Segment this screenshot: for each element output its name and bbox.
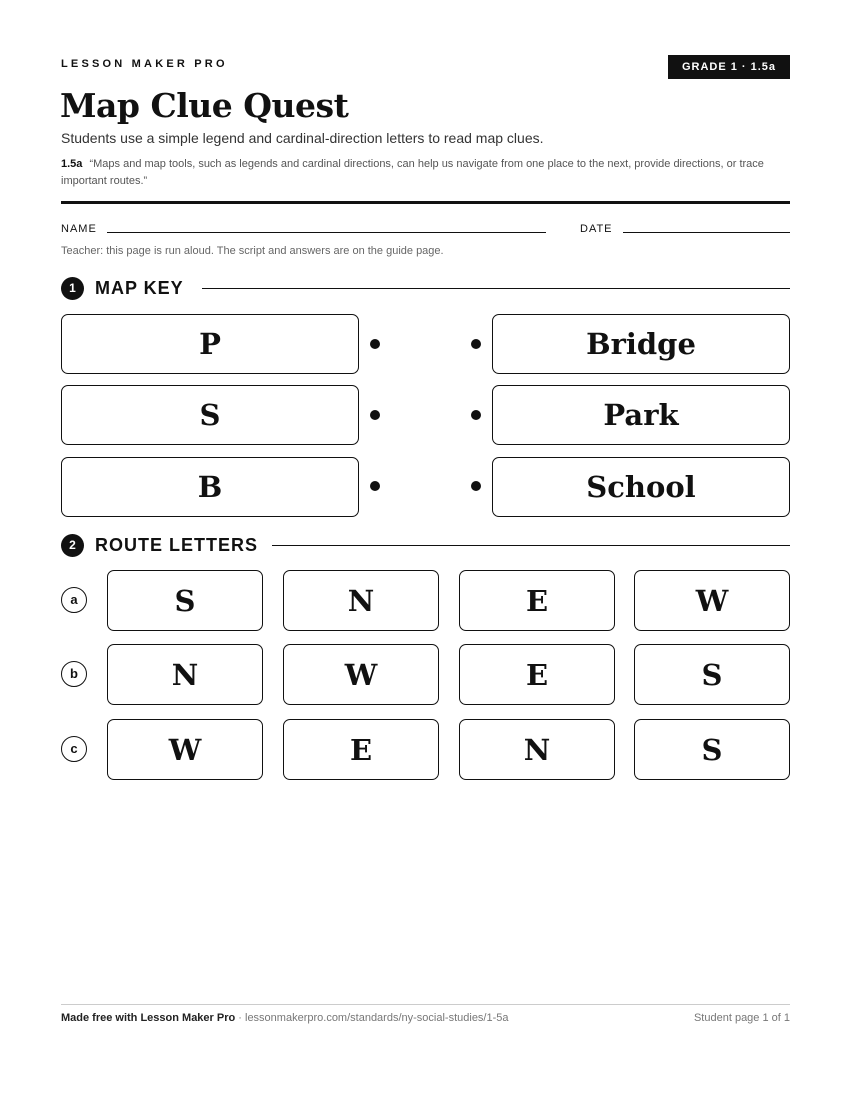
route-letter-card: N (107, 644, 263, 705)
page-subtitle: Students use a simple legend and cardinal-direction letters to read map clues. (61, 130, 544, 146)
section-title: MAP KEY (95, 278, 184, 298)
key-place-card: Bridge (492, 314, 790, 374)
page-title: Map Clue Quest (60, 86, 349, 125)
match-dot[interactable] (471, 339, 481, 349)
grade-badge: GRADE 1 · 1.5a (668, 55, 790, 79)
date-label: DATE (580, 223, 613, 235)
route-letter-card: E (459, 644, 615, 705)
route-letter-card: S (107, 570, 263, 631)
key-place-card: Park (492, 385, 790, 445)
footer-made-with: Made free with Lesson Maker Pro (61, 1012, 236, 1024)
section-title: ROUTE LETTERS (95, 535, 259, 555)
section-rule (272, 545, 790, 546)
name-label: NAME (61, 223, 97, 235)
section-number-badge: 2 (61, 534, 84, 557)
route-letter-card: E (283, 719, 439, 780)
key-symbol-card: P (61, 314, 359, 374)
brand-label: LESSON MAKER PRO (61, 58, 228, 70)
route-letter-card: W (107, 719, 263, 780)
date-line[interactable] (623, 232, 790, 233)
route-letter-card: W (283, 644, 439, 705)
header-divider (61, 201, 790, 204)
key-symbol-card: B (61, 457, 359, 517)
footer-url[interactable]: lessonmakerpro.com/standards/ny-social-studies/1-5a (245, 1012, 509, 1024)
match-dot[interactable] (471, 410, 481, 420)
footer-separator: · (235, 1012, 245, 1024)
key-place-card: School (492, 457, 790, 517)
match-dot[interactable] (370, 339, 380, 349)
match-dot[interactable] (370, 481, 380, 491)
section-number-badge: 1 (61, 277, 84, 300)
section-map-key-header (61, 277, 790, 301)
footer-page-number: Student page 1 of 1 (693, 1012, 790, 1024)
route-letter-card: N (459, 719, 615, 780)
footer-divider (61, 1004, 790, 1005)
route-letter-card: E (459, 570, 615, 631)
standard-statement (61, 156, 793, 190)
key-symbol-card: S (61, 385, 359, 445)
teacher-note: Teacher: this page is run aloud. The script and answers are on the guide page. (61, 245, 444, 257)
section-route-letters-header (61, 534, 790, 558)
standard-code: 1.5a (61, 158, 83, 170)
footer-credit (61, 1012, 509, 1024)
route-letter-card: W (634, 570, 790, 631)
section-rule (202, 288, 790, 289)
match-dot[interactable] (471, 481, 481, 491)
route-row-label: a (61, 587, 87, 613)
match-dot[interactable] (370, 410, 380, 420)
route-row-label: b (61, 661, 87, 687)
name-line[interactable] (107, 232, 546, 233)
route-row-label: c (61, 736, 87, 762)
route-letter-card: S (634, 644, 790, 705)
route-letter-card: N (283, 570, 439, 631)
route-letter-card: S (634, 719, 790, 780)
standard-text: “Maps and map tools, such as legends and cardinal directions, can help us navigate from one place to the next, provide directions, or trace important routes.” (61, 158, 764, 187)
